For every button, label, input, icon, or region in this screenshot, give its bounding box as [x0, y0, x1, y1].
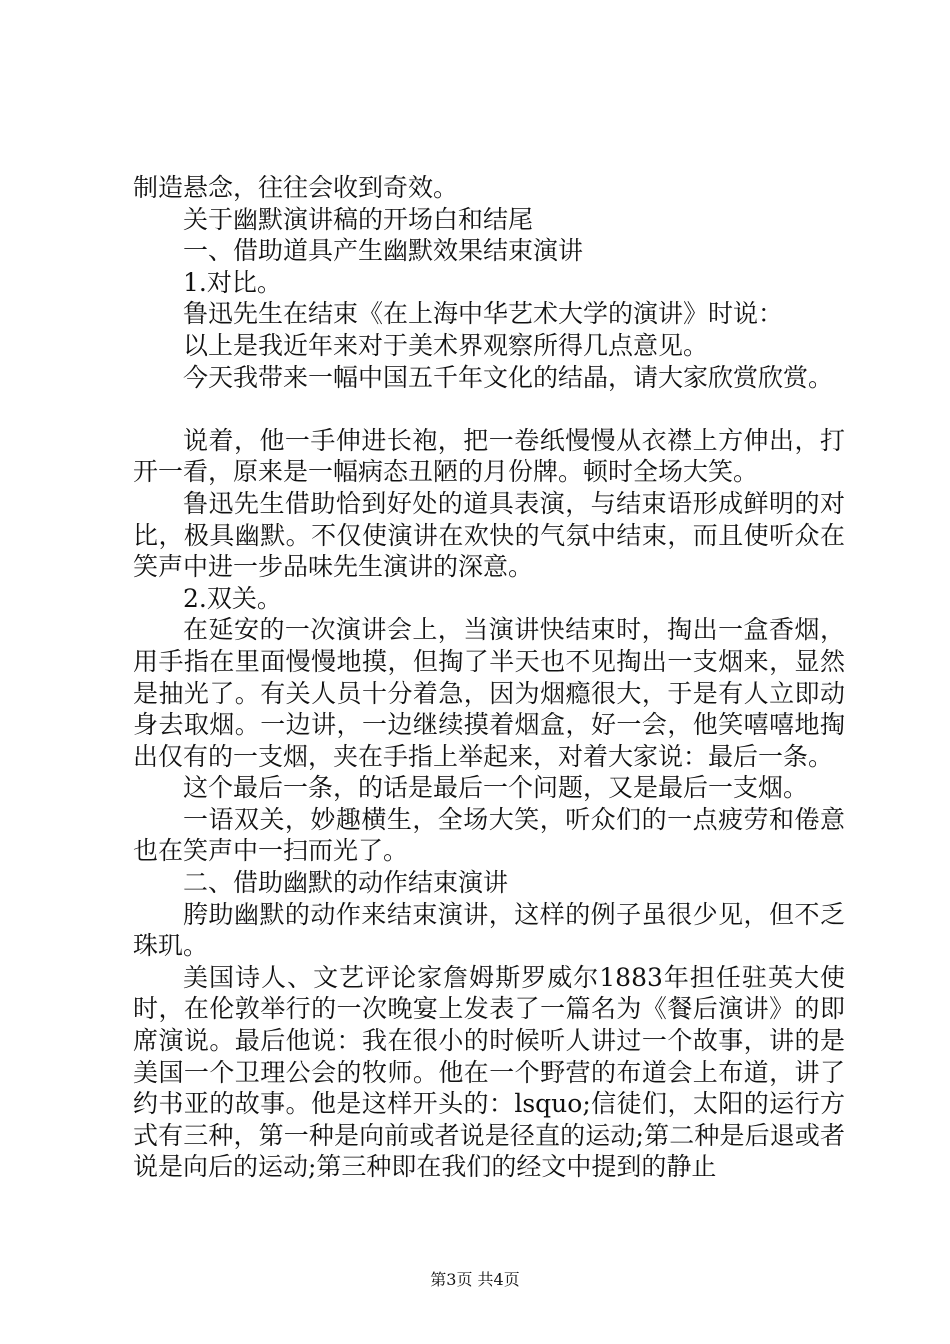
paragraph: 今天我带来一幅中国五千年文化的结晶，请大家欣赏欣赏。	[183, 362, 834, 392]
section-title: 关于幽默演讲稿的开场白和结尾	[183, 204, 534, 234]
paragraph: 制造悬念，往往会收到奇效。	[133, 173, 459, 202]
section-heading: 二、借助幽默的动作结束演讲	[183, 868, 509, 898]
paragraph: 一语双关，妙趣横生，全场大笑，听众们的一点疲劳和倦意也在笑声中一扫而光了。	[133, 804, 845, 866]
paragraph: 在延安的一次演讲会上，当演讲快结束时，掏出一盒香烟，用手指在里面慢慢地摸，但掏了半天也不见掏出一支烟来，显然是抽光了。有关人员十分着急，因为烟瘾很大，于是有人立即动身去取烟。一边讲，一边继续摸着烟盒，好一会，他笑嘻嘻地掏出仅有的一支烟，夹在手指上举起来，对着大家说：最后一条。	[133, 615, 845, 771]
subheading: 1.对比。	[183, 267, 282, 297]
subheading: 2.双关。	[183, 583, 282, 613]
paragraph: 鲁迅先生借助恰到好处的道具表演，与结束语形成鲜明的对比，极具幽默。不仅使演讲在欢快的气氛中结束，而且使听众在笑声中进一步品味先生演讲的深意。	[133, 488, 845, 582]
page-number-footer: 第3页 共4页	[430, 1270, 520, 1289]
document-body	[133, 172, 845, 1183]
paragraph: 美国诗人、文艺评论家詹姆斯罗威尔1883年担任驻英大使时，在伦敦举行的一次晚宴上发表了一篇名为《餐后演讲》的即席演说。最后他说：我在很小的时候听人讲过一个故事，讲的是美国一个卫理公会的牧师。他在一个野营的布道会上布道，讲了约书亚的故事。他是这样开头的：lsquo;信徒们，太阳的运行方式有三种，第一种是向前或者说是径直的运动;第二种是后退或者说是向后的运动;第三种即在我们的经文中提到的静止	[133, 962, 845, 1182]
paragraph: 胯助幽默的动作来结束演讲，这样的例子虽很少见，但不乏珠玑。	[133, 899, 845, 961]
paragraph: 鲁迅先生在结束《在上海中华艺术大学的演讲》时说：	[183, 299, 784, 329]
blank-line	[133, 393, 845, 425]
paragraph: 以上是我近年来对于美术界观察所得几点意见。	[183, 330, 709, 360]
paragraph: 这个最后一条，的话是最后一个问题，又是最后一支烟。	[183, 773, 809, 803]
paragraph: 说着，他一手伸进长袍，把一卷纸慢慢从衣襟上方伸出，打开一看，原来是一幅病态丑陋的月份牌。顿时全场大笑。	[133, 425, 845, 487]
section-heading: 一、借助道具产生幽默效果结束演讲	[183, 236, 584, 266]
